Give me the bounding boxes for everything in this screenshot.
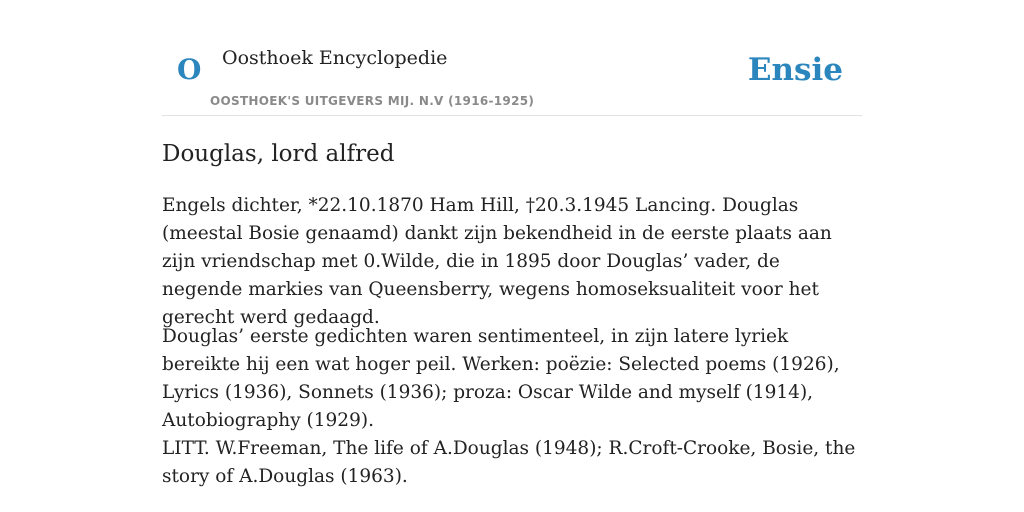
entry-paragraph-biography: Engels dichter, *22.10.1870 Ham Hill, †20.3.1945 Lancing. Douglas (meestal Bosie genaamd) dankt zijn bekendheid in de eerste plaats aan zijn vriendschap met 0.Wilde, die in 1895 door Douglas’ vader, de negende markies van Queensberry, wegens homoseksualiteit voor het gerecht werd gedaagd.	[162, 195, 832, 328]
publication-title[interactable]: Oosthoek Encyclopedie	[222, 47, 448, 69]
entry-title: Douglas, lord alfred	[162, 141, 395, 167]
encyclopedia-page	[162, 0, 862, 512]
page-header	[162, 0, 862, 116]
ensie-logo[interactable]: Ensie	[747, 52, 843, 88]
entry-paragraph-works: Douglas’ eerste gedichten waren sentimenteel, in zijn latere lyriek bereikte hij een wat hoger peil. Werken: poëzie: Selected poems (1926), Lyrics (1936), Sonnets (1936); proza: Oscar Wilde and myself (1914), Autobiography (1929).	[162, 326, 840, 431]
publisher-subtitle: OOSTHOEK'S UITGEVERS MIJ. N.V (1916-1925)	[210, 94, 535, 108]
entry-paragraph-literature: LITT. W.Freeman, The life of A.Douglas (1948); R.Croft-Crooke, Bosie, the story of A.Douglas (1963).	[162, 438, 856, 487]
publication-logo[interactable]: O	[177, 53, 202, 86]
